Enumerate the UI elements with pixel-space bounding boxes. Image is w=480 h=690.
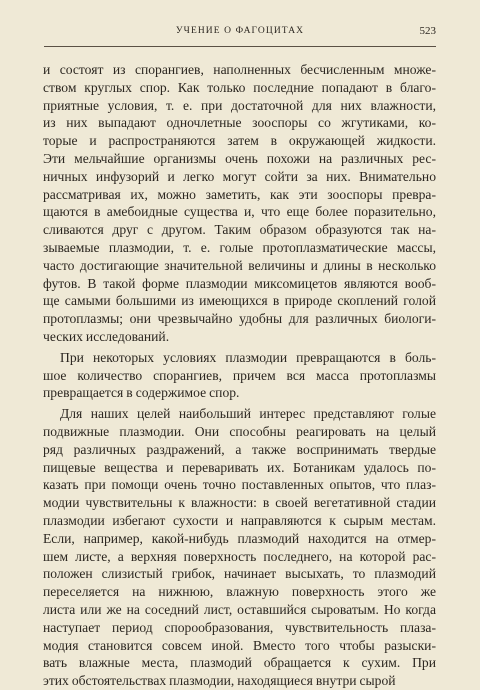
text-line: положен слизистый грибок, начинает высыхать, то плазмодий <box>43 566 436 582</box>
text-line: ряд различных раздражений, а также воспринимать твердые <box>43 441 436 457</box>
text-line: часто достигающие значительной величины и длины в несколько <box>43 257 436 273</box>
text-line: При некоторых условиях плазмодии превращаются в боль- <box>60 349 436 365</box>
text-line: сливаются друг с другом. Таким образом образуются так на- <box>43 222 436 238</box>
text-line: приятные условия, т. е. при достаточной для них влажности, <box>43 97 436 113</box>
paragraph <box>43 61 436 346</box>
text-line: плазмодии избегают сухости и направляются к сырым местам. <box>43 512 436 528</box>
text-line: вать влажные места, плазмодий обращается к сухим. При <box>43 655 436 671</box>
text-line: щаются в амебоидные существа и, что еще более поразительно, <box>43 204 436 220</box>
text-line: Если, например, какой-нибудь плазмодий находится на отмер- <box>43 530 436 546</box>
text-line: Эти мельчайшие организмы очень похожи на различных рес- <box>43 150 436 166</box>
body-text <box>43 61 436 690</box>
text-line: протоплазмы; они чрезвычайно удобны для различных биологи- <box>43 311 436 327</box>
text-line: футов. В такой форме плазмодии миксомицетов являются вооб- <box>43 275 436 291</box>
header-rule <box>44 46 436 47</box>
text-line: казать при помощи очень точно поставленных опытов, что плаз- <box>43 477 436 493</box>
text-line: ничных инфузорий и легко могут сойти за них. Внимательно <box>43 168 436 184</box>
text-line: наступает период спорообразования, чувствительность плаза- <box>43 619 436 635</box>
text-line: рассматривая их, можно заметить, как эти зооспоры превра- <box>43 186 436 202</box>
text-line: модии чувствительны к влажности: в своей вегетативной стадии <box>43 495 436 511</box>
text-line: превращается в содержимое спор. <box>43 385 240 401</box>
running-header <box>44 24 436 42</box>
text-line: пищевые вещества и переваривать их. Ботаникам удалось по- <box>43 459 436 475</box>
paragraph <box>43 405 436 690</box>
text-line: из них выпадают одночлетные зооспоры со жгутиками, ко- <box>43 115 436 131</box>
text-line: листа или же на соседний лист, оставшийся сыроватым. Но когда <box>43 601 436 617</box>
text-line: переселяется на нижнюю, влажную поверхность этого же <box>43 584 436 600</box>
text-line: и состоят из спорангиев, наполненных бесчисленным множе- <box>43 62 436 77</box>
text-line: торые и распространяются затем в окружающей жидкости. <box>43 133 436 149</box>
text-line: ческих исследований. <box>43 328 170 344</box>
text-line: ством круглых спор. Как только последние попадают в благо- <box>43 79 436 95</box>
text-line: Для наших целей наибольший интерес представляют голые <box>60 406 436 422</box>
text-line: этих обстоятельствах плазмодии, находящиеся внутри сырой <box>43 673 396 689</box>
text-line: шем листе, а верхняя поверхность последнего, на которой рас- <box>43 548 436 564</box>
running-title: УЧЕНИЕ О ФАГОЦИТАХ <box>175 26 305 36</box>
text-line: зываемые плазмодии, т. е. голые протоплазматические массы, <box>43 239 436 255</box>
text-line: ще самыми большими из имеющихся в природе скоплений голой <box>43 293 436 309</box>
text-line: шое количество спорангиев, причем вся масса протоплазмы <box>43 367 436 383</box>
text-line: модия становится совсем иной. Вместо того чтобы разыски- <box>43 637 436 653</box>
text-line: подвижные плазмодии. Они способны реагировать на целый <box>43 423 436 439</box>
page-number: 523 <box>419 25 436 37</box>
paragraph <box>43 349 436 402</box>
